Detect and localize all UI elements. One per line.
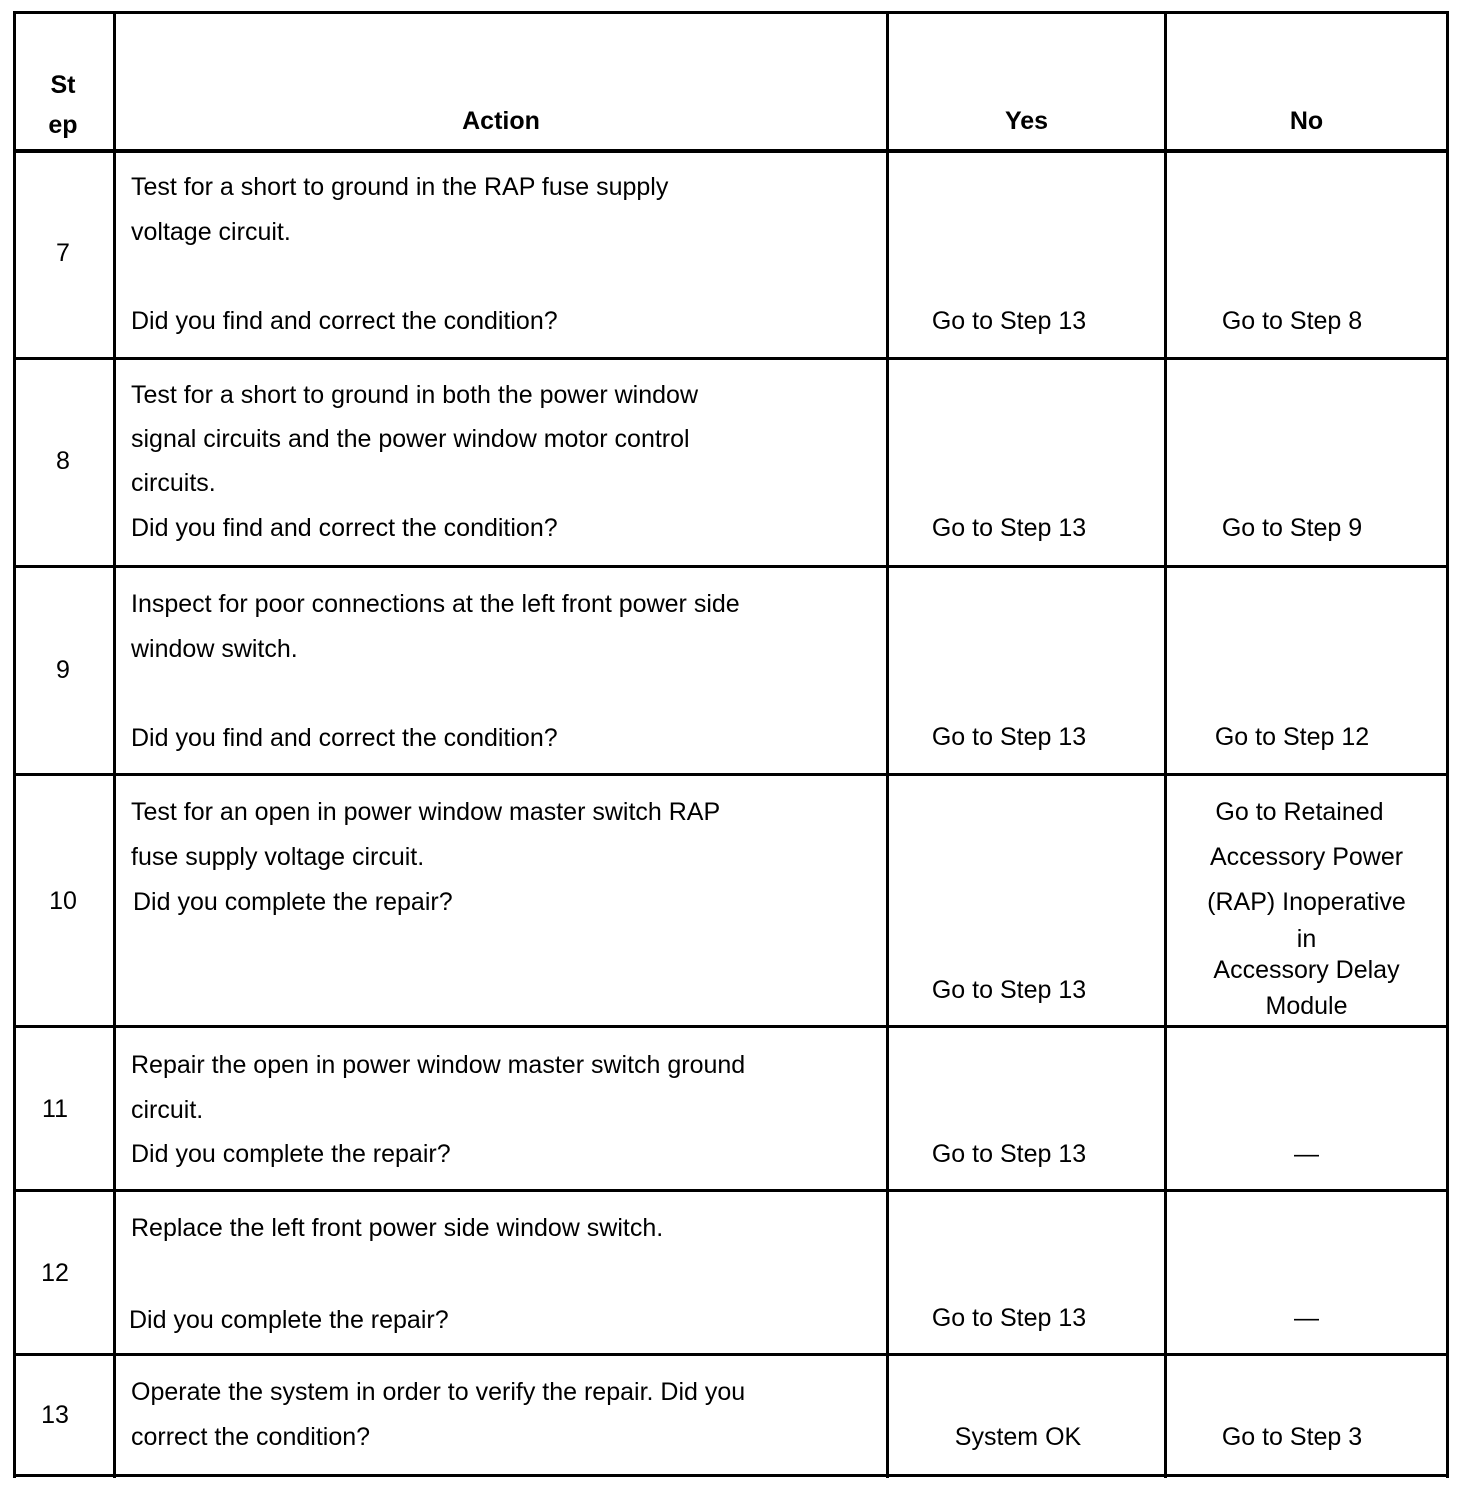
question-11: Did you complete the repair? — [131, 1140, 451, 1168]
no-12: — — [1294, 1304, 1319, 1332]
question-9: Did you find and correct the condition? — [131, 724, 558, 752]
rule-row-8 — [13, 565, 1449, 568]
action-line: correct the condition? — [131, 1423, 371, 1451]
rule-row-10 — [13, 1025, 1449, 1028]
action-line: circuits. — [131, 469, 216, 497]
step-number-7: 7 — [56, 239, 70, 267]
no-11: — — [1294, 1140, 1319, 1168]
question-8: Did you find and correct the condition? — [131, 514, 558, 542]
rule-row-12 — [13, 1353, 1449, 1356]
action-line: Repair the open in power window master switch ground — [131, 1051, 746, 1079]
yes-11: Go to Step 13 — [931, 1140, 1087, 1168]
step-number-9: 9 — [56, 656, 70, 684]
question-7: Did you find and correct the condition? — [131, 307, 558, 335]
step-number-11: 11 — [42, 1095, 68, 1123]
action-line: Operate the system in order to verify the repair. Did you — [131, 1378, 746, 1406]
rule-step-action — [113, 11, 116, 1478]
action-line: Inspect for poor connections at the left front power side — [131, 590, 740, 618]
rule-row-9 — [13, 773, 1449, 776]
step-number-13: 13 — [41, 1401, 69, 1429]
step-number-8: 8 — [56, 447, 70, 475]
action-line: signal circuits and the power window motor control — [131, 425, 690, 453]
no-line: Accessory Delay — [1213, 956, 1400, 984]
header-step-line-2: ep — [48, 111, 78, 139]
no-8: Go to Step 9 — [1221, 514, 1363, 542]
header-step-line-1: St — [50, 71, 76, 99]
yes-9: Go to Step 13 — [931, 723, 1087, 751]
rule-top — [13, 11, 1449, 14]
action-text-10 — [131, 790, 720, 880]
yes-13: System OK — [954, 1423, 1082, 1451]
action-line: Test for an open in power window master switch RAP — [131, 798, 721, 826]
action-line: window switch. — [131, 635, 298, 663]
header-action: Action — [462, 107, 540, 135]
action-text-9 — [131, 582, 740, 672]
no-9: Go to Step 12 — [1214, 723, 1370, 751]
no-line: Go to Retained — [1215, 798, 1384, 826]
action-text-13 — [131, 1370, 745, 1460]
yes-12: Go to Step 13 — [931, 1304, 1087, 1332]
action-text-8 — [131, 373, 698, 505]
question-10: Did you complete the repair? — [133, 888, 453, 916]
step-number-12: 12 — [41, 1259, 69, 1287]
action-line: circuit. — [131, 1096, 204, 1124]
action-text-11 — [131, 1043, 745, 1133]
action-line: Replace the left front power side window switch. — [131, 1214, 664, 1242]
no-line: Accessory Power — [1209, 843, 1404, 871]
rule-row-7 — [13, 357, 1449, 360]
action-line: fuse supply voltage circuit. — [131, 843, 425, 871]
no-13: Go to Step 3 — [1221, 1423, 1363, 1451]
rule-bottom — [13, 1474, 1449, 1477]
action-text-12 — [131, 1206, 663, 1251]
yes-7: Go to Step 13 — [931, 307, 1087, 335]
diagnostic-table — [13, 11, 1449, 1478]
action-line: voltage circuit. — [131, 218, 291, 246]
yes-8: Go to Step 13 — [931, 514, 1087, 542]
header-step — [13, 65, 113, 145]
action-line: Test for a short to ground in the RAP fuse supply — [131, 173, 669, 201]
no-10 — [1167, 790, 1446, 1025]
no-line: Module — [1265, 992, 1348, 1020]
rule-row-11 — [13, 1189, 1449, 1192]
question-12: Did you complete the repair? — [129, 1306, 449, 1334]
no-line: in — [1296, 925, 1317, 953]
no-7: Go to Step 8 — [1221, 307, 1363, 335]
action-line: Test for a short to ground in both the power window — [131, 381, 698, 409]
yes-10: Go to Step 13 — [931, 976, 1087, 1004]
header-no: No — [1289, 107, 1324, 135]
step-number-10: 10 — [49, 887, 77, 915]
rule-header — [13, 149, 1449, 153]
action-text-7 — [131, 165, 668, 255]
rule-right — [1446, 11, 1449, 1478]
no-line: (RAP) Inoperative — [1207, 888, 1406, 916]
header-yes: Yes — [1004, 107, 1049, 135]
